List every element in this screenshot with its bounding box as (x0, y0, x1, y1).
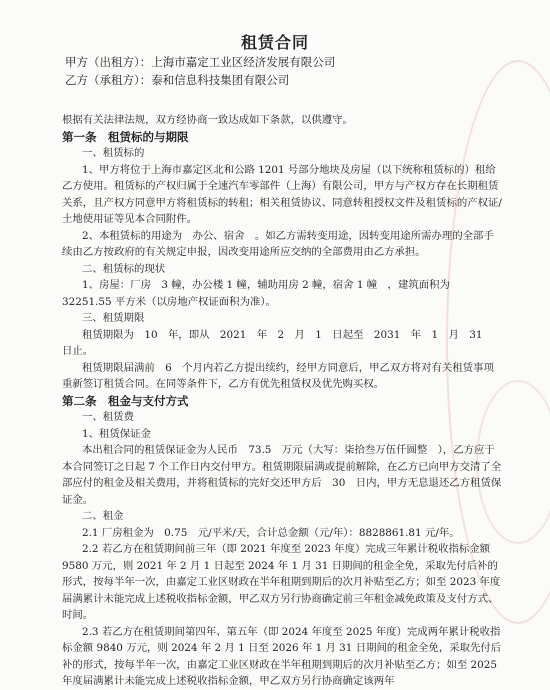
paragraph: 二、租金 (82, 510, 124, 522)
paragraph: 二、租赁标的现状 (82, 262, 166, 275)
paragraph: 租赁期限届满前 6 个月内若乙方提出续约，经甲方同意后，甲乙双方将对有关租赁事项重新签订租赁合同。在同等条件下，乙方有优先租赁权及优先购买权。 (62, 361, 494, 390)
paragraph: 1、甲方将位于上海市嘉定区北和公路 1201 号部分地块及房屋（以下统称租赁标的）租给乙方使用。租赁标的产权归属于全速汽车零部件（上海）有限公司，甲方与产权方存在长期租赁关系，且产权方同意甲方将租赁标的转租；相关租赁协议、同意转租授权文件及租赁标的产权证/土地使用证等见本合同附件。 (62, 163, 502, 225)
paragraph: 本出租合同的租赁保证金为人民币 73.5 万元（大写：柒拾叁万伍仟圆整 ），乙方应于本合同签订之日起 7 个工作日内交付甲方。租赁期限届满或提前解除，在乙方已向甲方交清了全部应付的租金及相关费用，并将租赁标的完好交还甲方后 30 日内，甲方无息退还乙方租赁保证金。 (62, 444, 502, 506)
paragraph: 2.3 若乙方在租赁期间第四年、第五年（即 2024 年度至 2025 年度）完成两年累计税收指标金额 9840 万元，则 2024 年 2 月 1 日至 2026 年 1 月 31 日期间的租金全免，采取先付后补的形式，按每半年一次，由嘉定工业区财政在半年租期到期后的次月补贴至乙方；如至 2025 年度届满累计未能完成上述税收指标金额，甲乙双方另行协商确定该两年 (62, 625, 502, 687)
contract-body (62, 112, 502, 690)
section-heading: 第二条 租金与支付方式 (62, 393, 189, 408)
paragraph: 1、租赁保证金 (82, 427, 151, 440)
paragraph: 2.1 厂房租金为 0.75 元/平米/天，合计总金额（元/年）：8828861.81 元/年。 (82, 526, 460, 539)
paragraph: 根据有关法律法规，双方经协商一致达成如下条款，以供遵守。 (62, 114, 353, 126)
paragraph: 1、房屋：厂房 3 幢，办公楼 1 幢，辅助用房 2 幢，宿舍 1 幢 ，建筑面积为 32251.55 平方米（以房地产权证面积为准）。 (62, 279, 450, 308)
paragraph: 三、租赁期限 (82, 312, 145, 324)
paragraph: 一、租赁标的 (82, 147, 145, 159)
paragraph: 租赁期限为 10 年，即从 2021 年 2 月 1 日起至 2031 年 1 月 31 日止。 (62, 328, 493, 357)
section-heading: 第一条 租赁标的与期限 (62, 129, 189, 144)
party-b: 乙方（承租方）：泰和信息科技集团有限公司 (65, 73, 290, 87)
party-a: 甲方（出租方）：上海市嘉定工业区经济发展有限公司 (65, 55, 336, 69)
paragraph: 2.2 若乙方在租赁期间前三年（即 2021 年度至 2023 年度）完成三年累计税收指标金额 9580 万元，则 2021 年 2 月 1 日起至 2024 年 1 月 31 日期间的租金全免，采取先付后补的形式，按每半年一次，由嘉定工业区财政在半年租期到期后的次月补贴至乙方；如至 2023 年度届满累计未能完成上述税收指标金额，甲乙双方另行协商确定前三年租金减免政策及支付方式、时间。 (62, 543, 501, 621)
document-title: 租赁合同 (240, 33, 309, 52)
paragraph: 2、本租赁标的用途为 办公、宿舍 。如乙方需转变用途，因转变用途所需办理的全部手续由乙方按政府的有关规定申报，因改变用途所应交纳的全部费用由乙方承担。 (62, 229, 494, 258)
paragraph: 一、租赁费 (82, 411, 134, 423)
